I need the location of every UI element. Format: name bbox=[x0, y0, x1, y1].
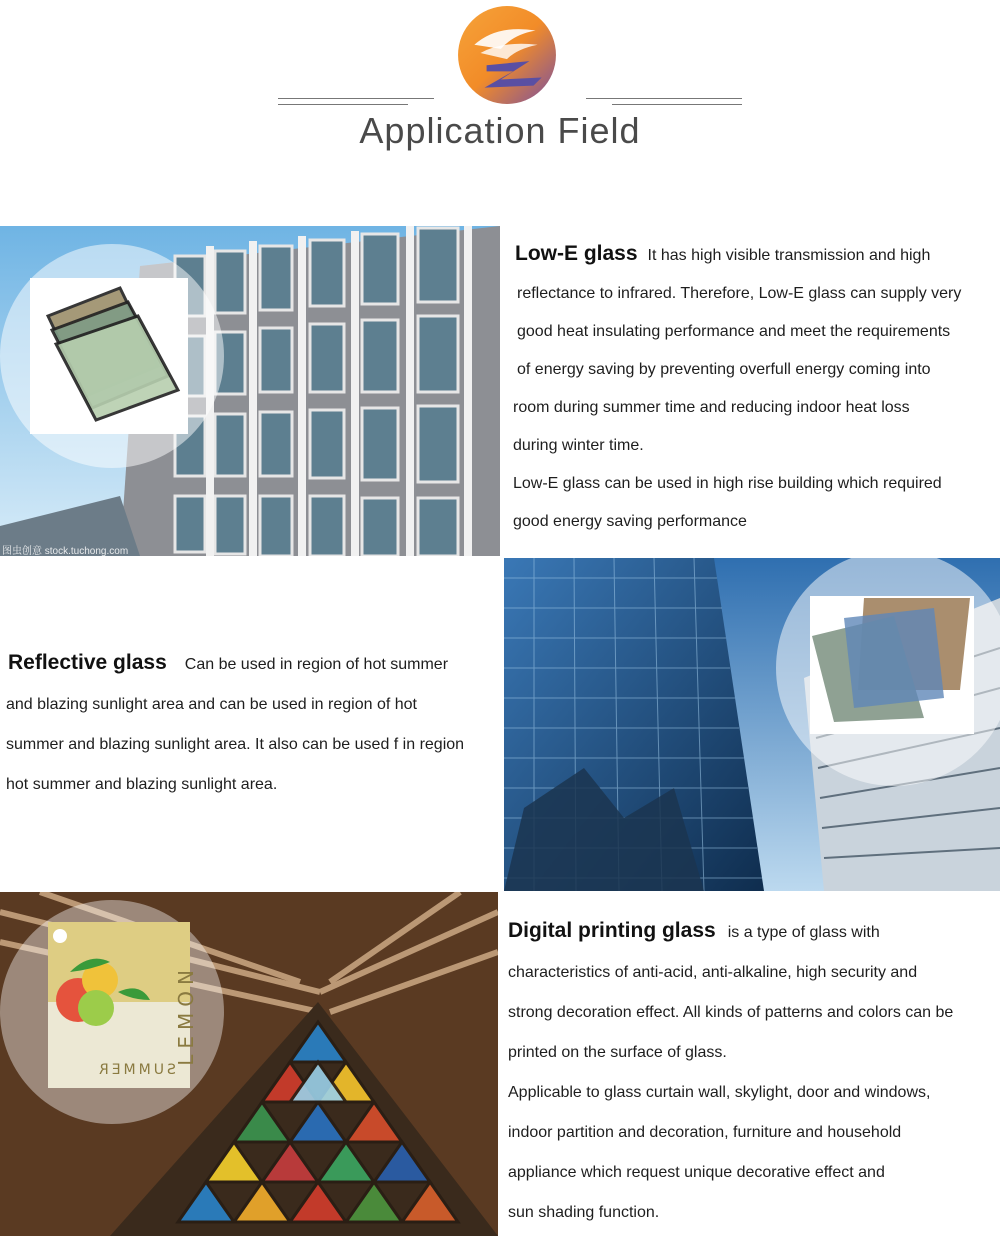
lowe-line: good heat insulating performance and meet the requirements bbox=[517, 323, 951, 340]
header-rule-left-top bbox=[278, 98, 434, 99]
lowe-line: reflectance to infrared. Therefore, Low-E glass can supply very bbox=[517, 285, 962, 302]
lowe-heading: Low-E glass bbox=[515, 242, 638, 265]
lowe-building-photo bbox=[0, 226, 500, 556]
digital-line: sun shading function. bbox=[508, 1204, 660, 1221]
header-rule-right-top bbox=[586, 98, 742, 99]
reflective-line: summer and blazing sunlight area. It also can be used f in region bbox=[6, 736, 465, 753]
digital-heading: Digital printing glass bbox=[508, 919, 716, 942]
digital-line: indoor partition and decoration, furniture and household bbox=[508, 1124, 902, 1141]
digital-line: Applicable to glass curtain wall, skylight, door and windows, bbox=[508, 1084, 931, 1101]
brand-logo bbox=[456, 4, 558, 106]
digital-stained-glass-photo bbox=[0, 892, 498, 1236]
page-title: Application Field bbox=[359, 110, 641, 151]
reflective-text-block bbox=[6, 643, 500, 805]
digital-line: printed on the surface of glass. bbox=[508, 1044, 727, 1061]
digital-line: appliance which request unique decorative effect and bbox=[508, 1164, 885, 1181]
lowe-text-block bbox=[513, 235, 995, 541]
lowe-intro: It has high visible transmission and high bbox=[647, 247, 931, 264]
header-rule-right-bottom bbox=[612, 104, 742, 105]
digital-text-block bbox=[508, 911, 998, 1233]
lowe-line: of energy saving by preventing overfull energy coming into bbox=[517, 361, 931, 378]
sample-summer-text: SUMMER bbox=[96, 1062, 176, 1078]
lowe-line: during winter time. bbox=[513, 437, 644, 454]
reflective-intro: Can be used in region of hot summer bbox=[184, 656, 449, 673]
reflective-line: and blazing sunlight area and can be used in region of hot bbox=[6, 696, 417, 713]
reflective-heading: Reflective glass bbox=[8, 651, 167, 674]
sample-lemon-vertical-text: LEMON bbox=[174, 964, 198, 1066]
lowe-line: room during summer time and reducing indoor heat loss bbox=[513, 399, 910, 416]
reflective-line: hot summer and blazing sunlight area. bbox=[6, 776, 278, 793]
header-rule-left-bottom bbox=[278, 104, 408, 105]
digital-intro: is a type of glass with bbox=[727, 924, 880, 941]
digital-line: strong decoration effect. All kinds of patterns and colors can be bbox=[508, 1004, 954, 1021]
lowe-line: Low-E glass can be used in high rise building which required bbox=[513, 475, 942, 492]
watermark: 图虫创意 stock.tuchong.com bbox=[2, 546, 129, 556]
reflective-building-photo bbox=[504, 558, 1000, 891]
lowe-line: good energy saving performance bbox=[513, 513, 747, 530]
digital-line: characteristics of anti-acid, anti-alkaline, high security and bbox=[508, 964, 918, 981]
